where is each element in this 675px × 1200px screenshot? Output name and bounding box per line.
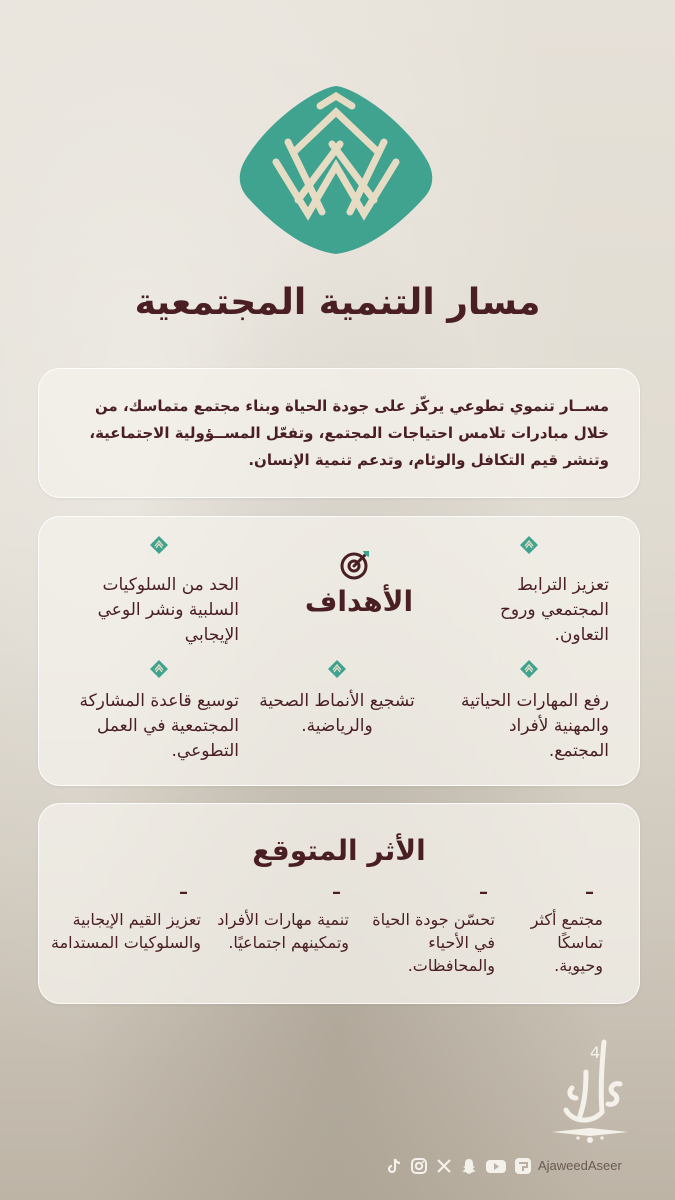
impact-dash: – <box>179 882 188 903</box>
logo-emblem-icon <box>236 82 436 257</box>
impact-item: مجتمع أكثر تماسكًا وحيوية. <box>530 910 603 975</box>
impact-card <box>38 803 640 1004</box>
goal-bullet-icon <box>519 659 539 679</box>
impact-dash: – <box>585 882 594 903</box>
youtube-icon[interactable] <box>485 1157 507 1179</box>
goals-card <box>38 516 640 786</box>
program-logo <box>236 82 436 257</box>
snapchat-icon[interactable] <box>460 1157 478 1179</box>
goal-item: تشجيع الأنماط الصحية والرياضية. <box>259 691 415 736</box>
social-icons-row <box>385 1157 532 1179</box>
intro-card <box>38 368 640 498</box>
goal-item: الحد من السلوكيات السلبية ونشر الوعي الإيجابي <box>97 575 239 645</box>
goal-item: توسيع قاعدة المشاركة المجتمعية في العمل التطوعي. <box>79 691 239 761</box>
impact-title: الأثر المتوقع <box>252 834 426 867</box>
goal-bullet-icon <box>519 535 539 555</box>
tiktok-icon[interactable] <box>385 1157 403 1179</box>
impact-item: تحسّن جودة الحياة في الأحياء والمحافظات. <box>372 910 495 975</box>
goal-bullet-icon <box>327 659 347 679</box>
goals-title: الأهداف <box>304 585 414 618</box>
target-icon <box>339 547 373 581</box>
goal-bullet-icon <box>149 659 169 679</box>
impact-dash: – <box>332 882 341 903</box>
impact-item: تعزيز القيم الإيجابية والسلوكيات المستدامة <box>50 910 201 952</box>
impact-item: تنمية مهارات الأفراد وتمكينهم اجتماعيًا. <box>217 910 349 952</box>
goal-bullet-icon <box>149 535 169 555</box>
goal-item: تعزيز الترابط المجتمعي وروح التعاون. <box>499 575 609 645</box>
intro-text: مســار تنموي تطوعي يركّز على جودة الحياة وبناء مجتمع متماسك، من خلال مبادرات تلامس احتياجات المجتمع، وتفعّل المســؤولية الاجتماعية، وتنشر قيم التكافل والوئام، وتدعم تنمية الإنسان. <box>89 397 609 469</box>
goal-item: رفع المهارات الحياتية والمهنية لأفراد المجتمع. <box>460 691 609 761</box>
ajaweed-brand-logo <box>542 1032 638 1152</box>
impact-dash: – <box>479 882 488 903</box>
brand-calligraphy-icon <box>542 1032 638 1152</box>
x-icon[interactable] <box>435 1157 453 1179</box>
social-handle[interactable]: AjaweedAseer <box>538 1158 622 1173</box>
brand-number: 4 <box>590 1043 601 1062</box>
threads-icon[interactable] <box>514 1157 532 1179</box>
page-title: مسار التنمية المجتمعية <box>134 282 541 323</box>
instagram-icon[interactable] <box>410 1157 428 1179</box>
